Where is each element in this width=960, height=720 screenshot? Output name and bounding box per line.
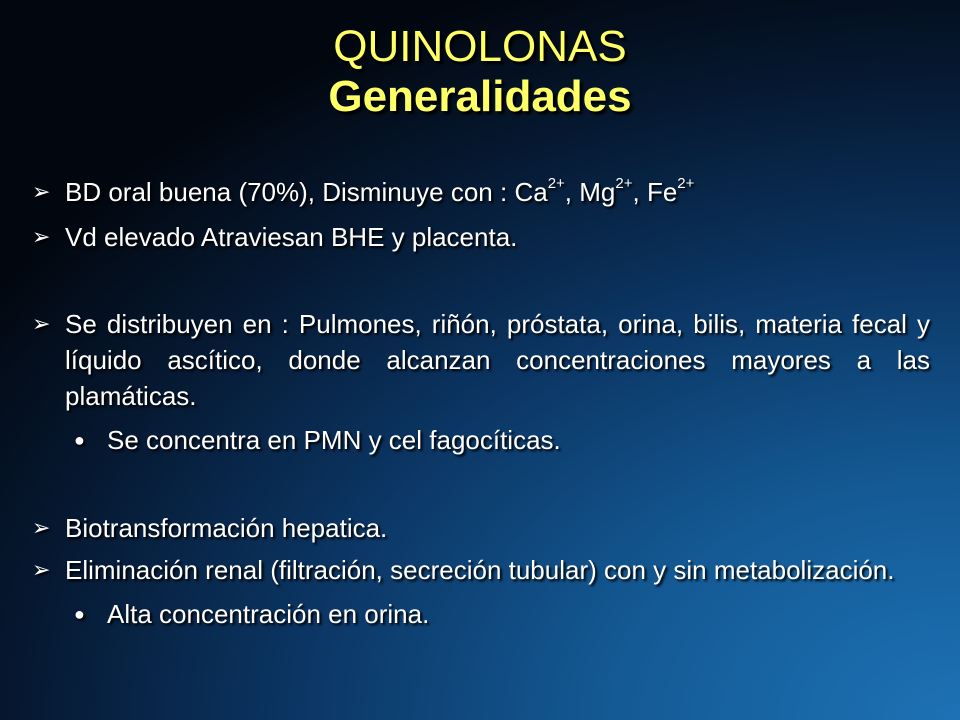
sub-bullet-item <box>32 422 930 458</box>
bullet-item <box>32 306 930 414</box>
slide-title <box>0 22 960 122</box>
bullet-item <box>32 510 930 546</box>
dot-bullet-icon: ● <box>74 604 85 624</box>
arrowhead-bullet-icon: ➢ <box>32 557 51 582</box>
bullet-text: Se distribuyen en : Pulmones, riñón, próstata, orina, bilis, materia fecal y líquido ascítico, donde alcanzan concentraciones mayores a las plamáticas. <box>65 309 930 411</box>
bullet-item <box>32 219 930 255</box>
sub-bullet-text: Alta concentración en orina. <box>107 599 430 629</box>
arrowhead-bullet-icon: ➢ <box>32 311 51 336</box>
bullet-item <box>32 174 930 210</box>
arrowhead-bullet-icon: ➢ <box>32 179 51 204</box>
bullet-text: BD oral buena (70%), Disminuye con : $Ca^{2+}$, $Mg^{2+}$, $Fe^{2+}$ <box>65 175 695 207</box>
arrowhead-bullet-icon: ➢ <box>32 515 51 540</box>
title-line-1: QUINOLONAS <box>333 22 627 71</box>
bullet-text: Eliminación renal (filtración, secreción tubular) con y sin metabolización. <box>65 555 895 585</box>
arrowhead-bullet-icon: ➢ <box>32 224 51 249</box>
bullet-item <box>32 552 930 588</box>
dot-bullet-icon: ● <box>74 430 85 450</box>
title-line-2: Generalidades <box>328 72 632 121</box>
sub-bullet-text: Se concentra en PMN y cel fagocíticas. <box>107 425 561 455</box>
bullet-text: Biotransformación hepatica. <box>65 513 388 543</box>
bullet-list <box>32 174 930 632</box>
sub-bullet-item <box>32 596 930 632</box>
bullet-text: Vd elevado Atraviesan BHE y placenta. <box>65 222 518 252</box>
